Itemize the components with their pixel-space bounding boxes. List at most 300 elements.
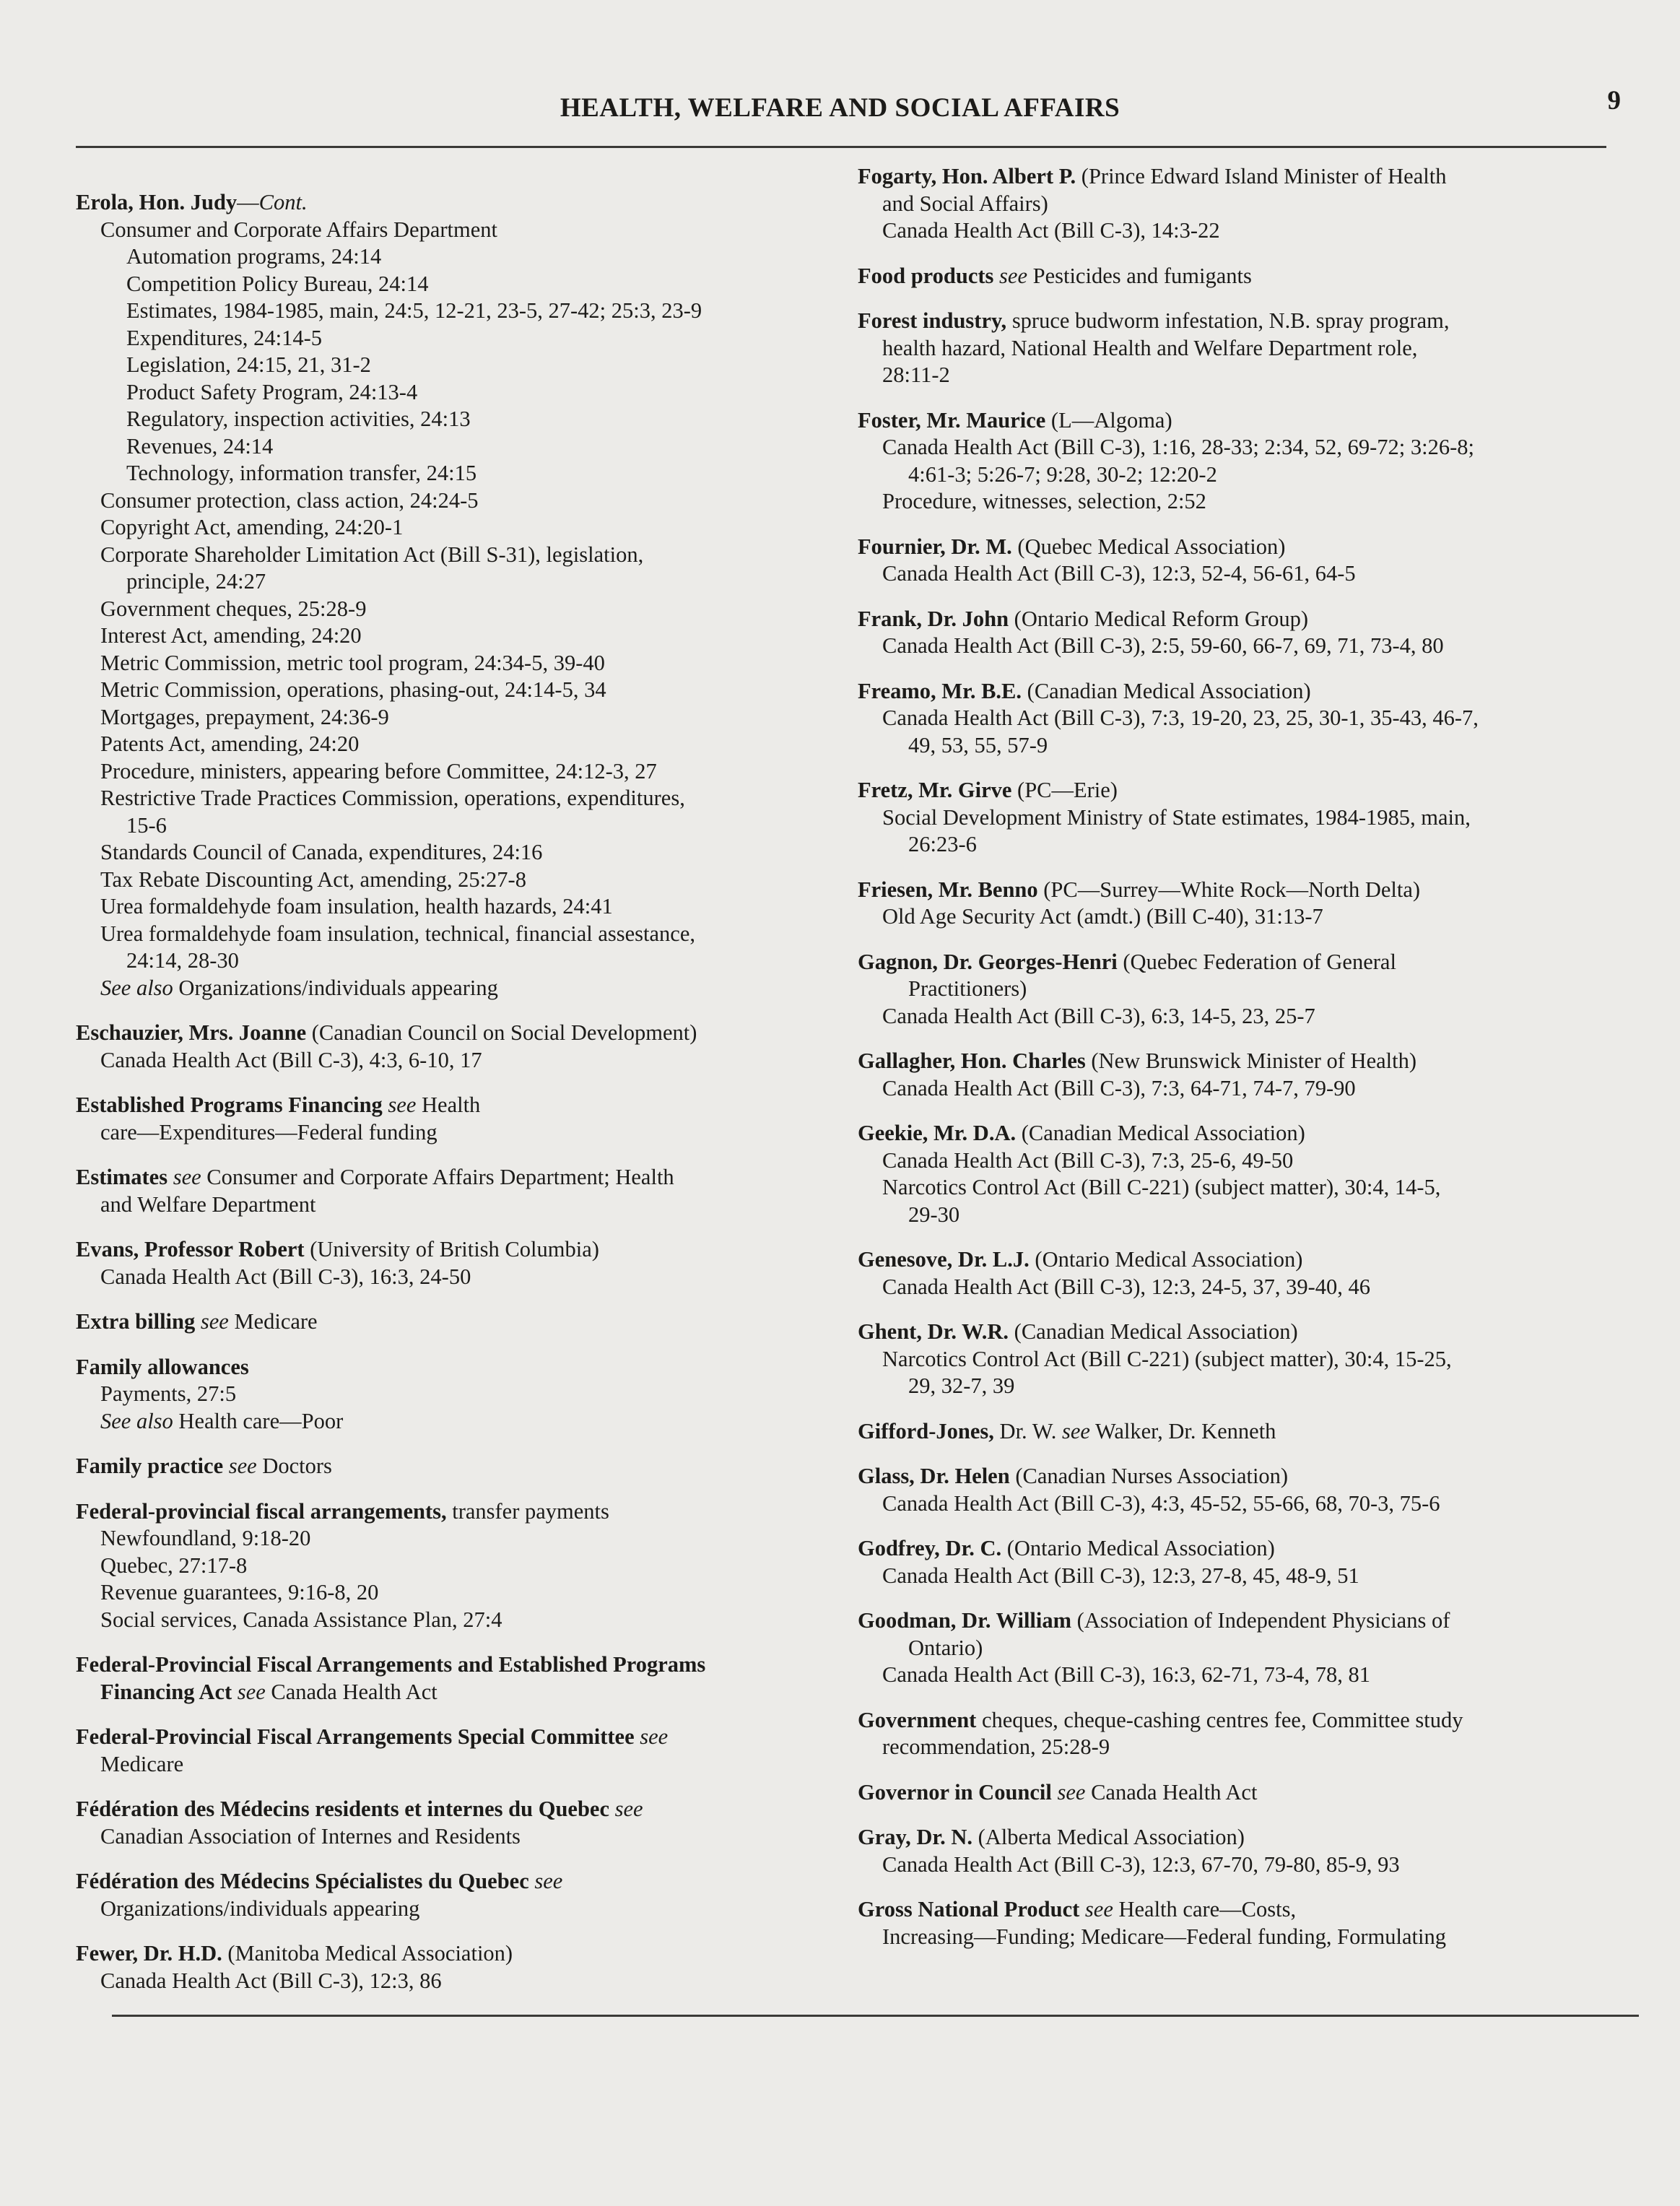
index-subentry-line	[76, 1525, 884, 1553]
index-entry	[76, 1453, 884, 1480]
index-text: Government cheques, 25:28-9	[100, 596, 367, 621]
index-entry	[858, 606, 1641, 660]
index-text: Procedure, ministers, appearing before Committee, 24:12-3, 27	[100, 758, 657, 783]
index-subentry-line	[76, 1264, 884, 1291]
index-term: Fournier, Dr. M.	[858, 534, 1012, 559]
index-subentry-line	[858, 217, 1641, 245]
index-subentry-line	[858, 976, 1641, 1003]
index-text: Canada Health Act	[265, 1679, 438, 1704]
index-text: Restrictive Trade Practices Commission, operations, expenditures,	[100, 786, 685, 810]
index-crossref-marker: Cont.	[258, 190, 308, 214]
index-subentry-line	[858, 560, 1641, 588]
index-term: Eschauzier, Mrs. Joanne	[76, 1020, 307, 1045]
index-heading-line	[858, 1896, 1641, 1924]
index-subentry-line	[76, 867, 884, 894]
index-subentry-line	[858, 1202, 1641, 1229]
index-entry	[858, 1048, 1641, 1102]
index-heading-line	[76, 1453, 884, 1480]
index-heading-line	[858, 1418, 1641, 1446]
index-subentry-line	[858, 1662, 1641, 1689]
index-subentry-line	[76, 947, 884, 975]
index-text: Canada Health Act (Bill C-3), 1:16, 28-33; 2:34, 52, 69-72; 3:26-8;	[882, 435, 1475, 459]
index-text: 26:23-6	[908, 832, 977, 856]
index-text: Mortgages, prepayment, 24:36-9	[100, 704, 389, 729]
index-heading-line	[858, 949, 1641, 976]
index-text: (Canadian Council on Social Development)	[306, 1020, 697, 1045]
index-crossref-marker: See also	[100, 1408, 173, 1433]
index-text: Regulatory, inspection activities, 24:13	[126, 407, 471, 431]
index-heading-line	[858, 1463, 1641, 1490]
index-text: Urea formaldehyde foam insulation, health hazards, 24:41	[100, 894, 613, 919]
index-subentry-line	[858, 461, 1641, 489]
index-entry	[858, 1607, 1641, 1689]
index-text: Consumer protection, class action, 24:24-5	[100, 487, 479, 513]
index-subentry-line	[76, 1408, 884, 1436]
index-entry	[858, 777, 1641, 859]
index-text: Canada Health Act (Bill C-3), 7:3, 19-20, 23, 25, 30-1, 35-43, 46-7,	[882, 705, 1479, 730]
index-entry	[76, 1354, 884, 1436]
index-subentry-line	[858, 1147, 1641, 1175]
index-entry	[76, 1498, 884, 1634]
index-text: Estimates, 1984-1985, main, 24:5, 12-21, 23-5, 27-42; 25:3, 23-9	[126, 298, 702, 323]
index-heading-line	[76, 1164, 884, 1191]
index-heading-line	[858, 1707, 1641, 1734]
index-heading-line	[76, 1236, 884, 1264]
index-subentry-line	[76, 1968, 884, 1995]
index-text: spruce budworm infestation, N.B. spray program,	[1006, 308, 1450, 333]
index-entry	[858, 877, 1641, 931]
index-entry	[76, 1724, 884, 1778]
index-text: Walker, Dr. Kenneth	[1089, 1418, 1276, 1443]
index-text: Corporate Shareholder Limitation Act (Bill S-31), legislation,	[100, 542, 644, 567]
index-text: Competition Policy Bureau, 24:14	[126, 271, 429, 296]
index-heading-line	[858, 1535, 1641, 1563]
index-subentry-line	[76, 731, 884, 758]
index-text: Canada Health Act (Bill C-3), 14:3-22	[882, 218, 1220, 243]
index-subentry-line	[76, 893, 884, 921]
index-subentry-line	[858, 1274, 1641, 1301]
index-subentry-line	[858, 362, 1641, 389]
index-subentry-line	[76, 1191, 884, 1219]
index-text: Copyright Act, amending, 24:20-1	[100, 515, 404, 539]
index-crossref-marker: see	[382, 1093, 417, 1117]
index-crossref-marker: see	[1061, 1418, 1090, 1443]
index-term: Glass, Dr. Helen	[858, 1464, 1010, 1488]
index-term: Fewer, Dr. H.D.	[76, 1941, 222, 1966]
index-term: Friesen, Mr. Benno	[858, 877, 1038, 902]
index-crossref-marker: see	[1079, 1897, 1113, 1921]
index-text: Canada Health Act (Bill C-3), 12:3, 67-70, 79-80, 85-9, 93	[882, 1851, 1400, 1877]
index-text: Health care—Costs,	[1113, 1897, 1297, 1921]
index-term: Extra billing	[76, 1309, 196, 1334]
index-subentry-line	[76, 325, 884, 352]
index-subentry-line	[76, 812, 884, 840]
index-subentry-line	[858, 1075, 1641, 1103]
index-text: cheques, cheque-cashing centres fee, Committee study	[976, 1707, 1463, 1732]
index-text: recommendation, 25:28-9	[882, 1734, 1110, 1759]
index-text: Canada Health Act	[1085, 1779, 1258, 1805]
index-term: Family allowances	[76, 1354, 249, 1379]
index-subentry-line	[858, 831, 1641, 859]
index-text: Canada Health Act (Bill C-3), 7:3, 64-71, 74-7, 79-90	[882, 1075, 1356, 1100]
index-entry	[76, 1164, 884, 1218]
index-entry	[76, 1020, 884, 1074]
index-heading-line	[76, 1651, 884, 1679]
index-heading-line	[858, 407, 1641, 435]
index-subentry-line	[858, 1174, 1641, 1202]
index-entry	[76, 1236, 884, 1290]
index-text: Procedure, witnesses, selection, 2:52	[882, 489, 1206, 513]
index-text: Health care—Poor	[173, 1408, 344, 1433]
index-term: Foster, Mr. Maurice	[858, 407, 1046, 433]
index-entry	[76, 1868, 884, 1922]
index-subentry-line	[76, 542, 884, 569]
index-text: Patents Act, amending, 24:20	[100, 731, 360, 756]
index-heading-line	[76, 1354, 884, 1381]
index-text: Revenue guarantees, 9:16-8, 20	[100, 1580, 379, 1604]
index-subentry-line	[76, 514, 884, 542]
index-crossref-marker: see	[232, 1679, 266, 1704]
index-subentry-line	[858, 1851, 1641, 1879]
index-text: health hazard, National Health and Welfare Department role,	[882, 335, 1418, 360]
index-entry	[858, 308, 1641, 389]
index-text: Consumer and Corporate Affairs Department	[100, 217, 497, 242]
index-entry	[858, 1896, 1641, 1950]
index-heading-line	[858, 308, 1641, 335]
index-subentry-line	[76, 596, 884, 623]
index-text: (PC—Surrey—White Rock—North Delta)	[1037, 877, 1421, 902]
index-subentry-line	[76, 433, 884, 461]
index-text: Doctors	[256, 1454, 332, 1478]
index-heading-line	[858, 1120, 1641, 1147]
index-term: Fretz, Mr. Girve	[858, 778, 1012, 802]
index-term: Family practice	[76, 1454, 224, 1478]
index-term: Godfrey, Dr. C.	[858, 1536, 1002, 1560]
index-heading-line	[76, 189, 884, 217]
index-text: (Alberta Medical Association)	[972, 1825, 1245, 1849]
index-text: Technology, information transfer, 24:15	[126, 461, 477, 485]
index-entry	[858, 163, 1641, 245]
index-subentry-line	[76, 1047, 884, 1074]
index-subentry-line	[76, 406, 884, 433]
index-heading-line	[858, 877, 1641, 904]
index-term: Gallagher, Hon. Charles	[858, 1048, 1086, 1073]
index-text: (Canadian Nurses Association)	[1009, 1464, 1289, 1488]
index-text: Organizations/individuals appearing	[173, 975, 498, 1000]
index-entry	[76, 1308, 884, 1336]
index-term: Ghent, Dr. W.R.	[858, 1319, 1009, 1344]
index-subentry-line	[76, 1579, 884, 1607]
index-subentry-line	[76, 568, 884, 596]
index-text: Practitioners)	[908, 976, 1027, 1001]
index-text: 49, 53, 55, 57-9	[908, 732, 1048, 757]
index-heading-line	[76, 1308, 884, 1336]
index-text: (Ontario Medical Reform Group)	[1009, 606, 1309, 631]
index-subentry-line	[76, 839, 884, 867]
index-text: (Association of Independent Physicians of	[1071, 1608, 1450, 1633]
index-subentry-line	[76, 1553, 884, 1580]
index-text: Narcotics Control Act (Bill C-221) (subject matter), 30:4, 14-5,	[882, 1175, 1441, 1199]
index-text: Canada Health Act (Bill C-3), 12:3, 24-5, 37, 39-40, 46	[882, 1274, 1370, 1299]
index-text: Ontario)	[908, 1635, 983, 1660]
index-heading-line	[76, 1796, 884, 1823]
index-subentry-line	[76, 487, 884, 515]
index-text: Standards Council of Canada, expenditures, 24:16	[100, 840, 543, 864]
index-term: Forest industry,	[858, 308, 1007, 333]
index-heading-line	[858, 1607, 1641, 1635]
index-text: (Quebec Medical Association)	[1011, 534, 1286, 559]
index-text: Canada Health Act (Bill C-3), 2:5, 59-60, 66-7, 69, 71, 73-4, 80	[882, 633, 1444, 658]
index-entry	[858, 1824, 1641, 1878]
index-text: Legislation, 24:15, 21, 31-2	[126, 352, 371, 377]
index-entry	[76, 1092, 884, 1146]
index-term: Fédération des Médecins Spécialistes du Quebec	[76, 1869, 529, 1893]
index-text: Interest Act, amending, 24:20	[100, 623, 362, 648]
index-subentry-line	[858, 191, 1641, 218]
index-entry	[858, 407, 1641, 516]
index-subentry-line	[858, 1346, 1641, 1373]
index-subentry-line	[76, 243, 884, 271]
index-entry	[858, 1418, 1641, 1446]
index-crossref-marker: see	[223, 1454, 257, 1478]
index-subentry-line	[858, 488, 1641, 516]
index-term: Gagnon, Dr. Georges-Henri	[858, 949, 1118, 974]
index-entry	[858, 1120, 1641, 1228]
index-subentry-line	[858, 434, 1641, 461]
index-text: Canada Health Act (Bill C-3), 12:3, 52-4, 56-61, 64-5	[882, 561, 1356, 586]
index-text: (Prince Edward Island Minister of Health	[1076, 164, 1447, 188]
index-subentry-line	[76, 622, 884, 650]
index-crossref-marker: see	[1051, 1779, 1086, 1805]
index-subentry-line	[76, 1823, 884, 1851]
index-subentry-line	[76, 758, 884, 786]
index-text: Dr. W.	[993, 1418, 1062, 1443]
index-crossref-marker: See also	[100, 975, 173, 1000]
index-text: Canadian Association of Internes and Residents	[100, 1823, 521, 1849]
index-heading-line	[858, 606, 1641, 633]
index-subentry-line	[76, 1119, 884, 1147]
index-subentry-line	[858, 1734, 1641, 1761]
index-text: Medicare	[100, 1751, 184, 1776]
index-text: Tax Rebate Discounting Act, amending, 25:27-8	[100, 867, 526, 892]
index-crossref-marker: see	[195, 1309, 229, 1334]
index-subentry-line	[76, 975, 884, 1002]
index-subentry-line	[76, 677, 884, 704]
index-text: (Canadian Medical Association)	[1016, 1121, 1305, 1145]
index-subentry-line	[76, 379, 884, 407]
index-heading-line	[76, 1092, 884, 1119]
index-text: principle, 24:27	[126, 569, 266, 594]
page-number: 9	[1607, 86, 1621, 116]
index-subentry-line	[858, 1563, 1641, 1590]
index-term: Established Programs Financing	[76, 1093, 383, 1117]
index-text: and Welfare Department	[100, 1191, 316, 1217]
index-text: Organizations/individuals appearing	[100, 1895, 420, 1921]
index-entry	[858, 1463, 1641, 1517]
index-heading-line	[858, 1246, 1641, 1274]
index-text: Newfoundland, 9:18-20	[100, 1526, 311, 1550]
index-crossref-marker: see	[634, 1724, 669, 1749]
index-text: Old Age Security Act (amdt.) (Bill C-40), 31:13-7	[882, 904, 1323, 929]
index-subentry-line	[76, 785, 884, 812]
index-text: care—Expenditures—Federal funding	[100, 1119, 438, 1145]
index-subentry-line	[858, 1924, 1641, 1951]
index-term: Gray, Dr. N.	[858, 1825, 972, 1849]
index-text: (Ontario Medical Association)	[1029, 1247, 1303, 1272]
index-subentry-line	[858, 1490, 1641, 1518]
index-subentry-line	[76, 352, 884, 379]
index-text: Urea formaldehyde foam insulation, technical, financial assestance,	[100, 921, 696, 946]
index-subentry-line	[76, 1895, 884, 1923]
index-subentry-line	[76, 1607, 884, 1634]
index-text: Quebec, 27:17-8	[100, 1553, 248, 1578]
index-term: Erola, Hon. Judy	[76, 190, 238, 214]
index-subentry-line	[858, 335, 1641, 362]
index-text: Canada Health Act (Bill C-3), 4:3, 6-10, 17	[100, 1047, 482, 1072]
index-entry	[76, 1796, 884, 1850]
header-rule	[76, 146, 1606, 148]
index-subentry-line	[858, 633, 1641, 660]
index-entry	[858, 1319, 1641, 1400]
index-term: Estimates	[76, 1165, 168, 1189]
index-heading-line	[858, 678, 1641, 705]
index-text: Product Safety Program, 24:13-4	[126, 379, 418, 404]
index-subentry-line	[858, 903, 1641, 931]
index-text: —	[237, 190, 259, 214]
page-title: HEALTH, WELFARE AND SOCIAL AFFAIRS	[560, 93, 1120, 123]
index-text: Canada Health Act (Bill C-3), 16:3, 62-71, 73-4, 78, 81	[882, 1662, 1370, 1687]
index-heading-line	[858, 777, 1641, 804]
index-heading-line	[76, 1020, 884, 1047]
index-entry	[858, 1779, 1641, 1807]
index-term: Gross National Product	[858, 1897, 1080, 1921]
index-entry	[858, 263, 1641, 290]
index-subentry-line	[858, 1003, 1641, 1030]
index-text: Canada Health Act (Bill C-3), 4:3, 45-52, 55-66, 68, 70-3, 75-6	[882, 1490, 1440, 1516]
index-entry	[858, 949, 1641, 1030]
index-heading-line	[858, 534, 1641, 561]
index-term: Federal-Provincial Fiscal Arrangements Special Committee	[76, 1724, 635, 1749]
index-text: (Quebec Federation of General	[1117, 949, 1396, 974]
index-text: Canada Health Act (Bill C-3), 12:3, 86	[100, 1968, 442, 1993]
index-text: 15-6	[126, 812, 167, 838]
index-term: Federal-Provincial Fiscal Arrangements and Established Programs	[76, 1652, 706, 1677]
index-heading-line	[858, 1824, 1641, 1851]
index-crossref-marker: see	[993, 263, 1027, 288]
index-text: Pesticides and fumigants	[1027, 263, 1252, 288]
index-term: Governor in Council	[858, 1779, 1052, 1805]
index-subentry-line	[858, 1373, 1641, 1400]
index-subentry-line	[76, 1381, 884, 1408]
index-entry	[76, 189, 884, 1002]
index-text: 28:11-2	[882, 362, 950, 387]
index-heading-line	[858, 1779, 1641, 1807]
index-entry	[858, 678, 1641, 760]
index-text: Increasing—Funding; Medicare—Federal funding, Formulating	[882, 1924, 1446, 1949]
index-crossref-marker: see	[167, 1165, 201, 1189]
index-text: (PC—Erie)	[1011, 778, 1118, 802]
index-text: Canada Health Act (Bill C-3), 16:3, 24-50	[100, 1264, 471, 1289]
index-text: Consumer and Corporate Affairs Department; Health	[201, 1165, 674, 1189]
index-text: 4:61-3; 5:26-7; 9:28, 30-2; 12:20-2	[908, 461, 1217, 487]
index-subentry-line	[858, 1635, 1641, 1662]
index-term: Financing Act	[100, 1679, 232, 1704]
index-heading-line	[858, 263, 1641, 290]
index-entry	[76, 1651, 884, 1706]
index-text: Automation programs, 24:14	[126, 244, 382, 269]
index-subentry-line	[76, 1751, 884, 1779]
index-text: Metric Commission, operations, phasing-out, 24:14-5, 34	[100, 677, 606, 702]
index-term: Evans, Professor Robert	[76, 1237, 305, 1261]
index-subentry-line	[76, 460, 884, 487]
index-text: Metric Commission, metric tool program, 24:34-5, 39-40	[100, 650, 605, 675]
index-text: Social Development Ministry of State estimates, 1984-1985, main,	[882, 804, 1471, 830]
index-term: Fogarty, Hon. Albert P.	[858, 164, 1076, 188]
index-subentry-line	[858, 705, 1641, 732]
index-text: transfer payments	[446, 1498, 609, 1524]
index-subentry-line	[76, 1679, 884, 1706]
index-term: Frank, Dr. John	[858, 606, 1009, 631]
index-heading-line	[76, 1940, 884, 1968]
index-heading-line	[858, 163, 1641, 191]
index-entry	[858, 1246, 1641, 1300]
index-text: Narcotics Control Act (Bill C-221) (subject matter), 30:4, 15-25,	[882, 1346, 1452, 1371]
index-term: Genesove, Dr. L.J.	[858, 1247, 1030, 1272]
footer-rule	[112, 2015, 1639, 2017]
index-heading-line	[76, 1498, 884, 1526]
index-subentry-line	[76, 921, 884, 948]
index-text: Social services, Canada Assistance Plan, 27:4	[100, 1607, 502, 1632]
index-text: 29-30	[908, 1202, 960, 1227]
index-term: Government	[858, 1707, 977, 1732]
index-term: Freamo, Mr. B.E.	[858, 678, 1022, 703]
index-heading-line	[858, 1319, 1641, 1346]
index-text: (L—Algoma)	[1045, 407, 1172, 433]
index-text: (Ontario Medical Association)	[1001, 1536, 1275, 1560]
index-text: Expenditures, 24:14-5	[126, 325, 323, 350]
index-heading-line	[858, 1048, 1641, 1075]
index-term: Geekie, Mr. D.A.	[858, 1121, 1017, 1145]
index-text: (Canadian Medical Association)	[1022, 678, 1311, 703]
index-subentry-line	[858, 732, 1641, 760]
index-subentry-line	[76, 298, 884, 325]
index-text: 24:14, 28-30	[126, 948, 239, 973]
index-entry	[858, 534, 1641, 588]
index-term: Goodman, Dr. William	[858, 1608, 1072, 1633]
index-crossref-marker: see	[528, 1869, 563, 1893]
index-text: Canada Health Act (Bill C-3), 7:3, 25-6, 49-50	[882, 1147, 1294, 1173]
index-text: Health	[416, 1093, 481, 1117]
index-subentry-line	[76, 650, 884, 677]
index-subentry-line	[76, 271, 884, 298]
index-text: Medicare	[228, 1309, 318, 1334]
index-subentry-line	[76, 704, 884, 731]
index-entry	[76, 1940, 884, 1994]
index-term: Food products	[858, 263, 994, 288]
index-subentry-line	[76, 217, 884, 244]
index-entry	[858, 1535, 1641, 1589]
index-term: Federal-provincial fiscal arrangements,	[76, 1498, 447, 1524]
index-column-right	[858, 163, 1641, 1968]
index-column-left	[76, 189, 884, 2012]
index-term: Gifford-Jones,	[858, 1418, 994, 1443]
index-text: Canada Health Act (Bill C-3), 12:3, 27-8, 45, 48-9, 51	[882, 1563, 1359, 1588]
index-text: Payments, 27:5	[100, 1381, 237, 1406]
index-text: 29, 32-7, 39	[908, 1373, 1015, 1398]
index-entry	[858, 1707, 1641, 1761]
index-crossref-marker: see	[609, 1797, 643, 1821]
index-text: (Manitoba Medical Association)	[222, 1941, 513, 1966]
